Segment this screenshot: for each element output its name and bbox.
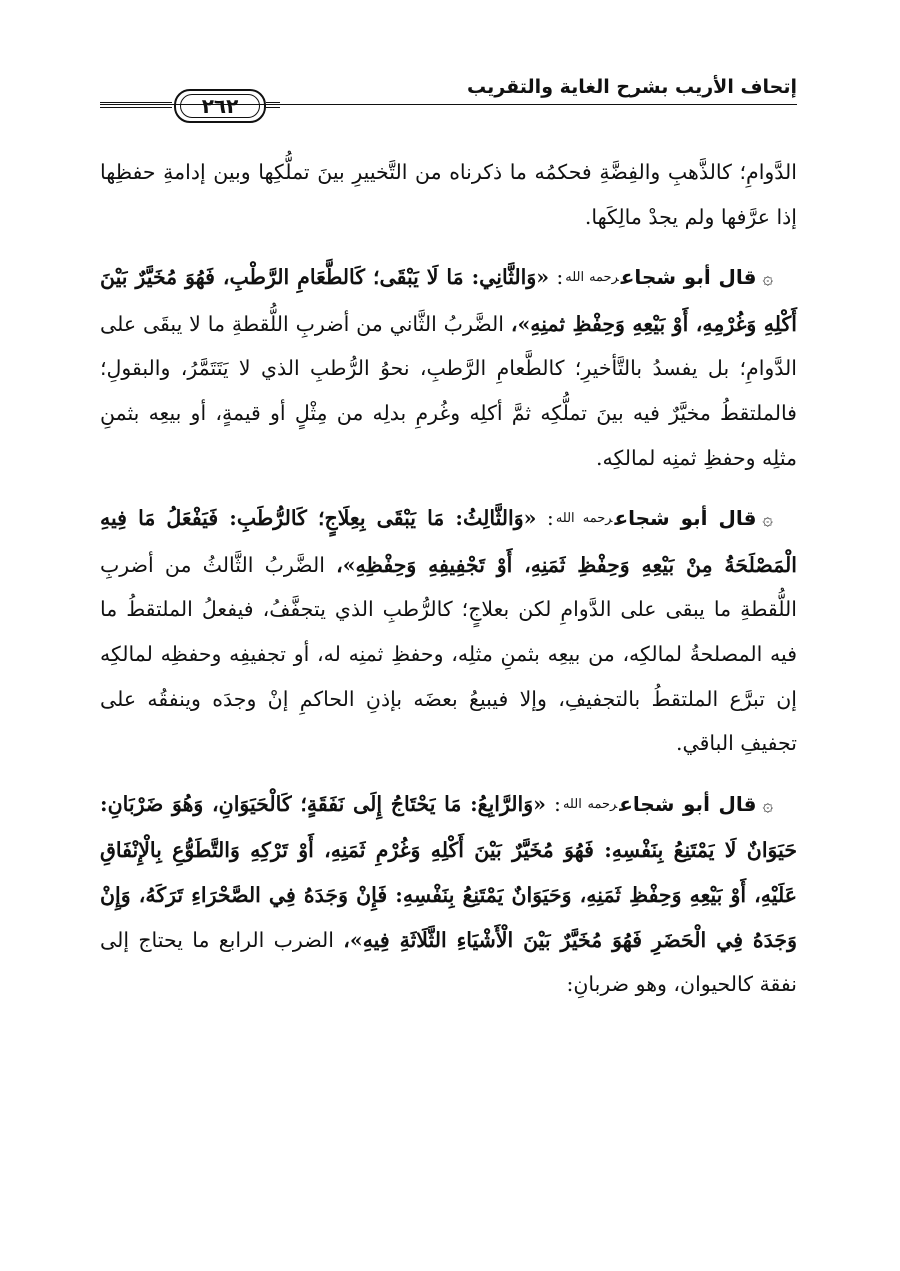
page-number-rule xyxy=(266,102,280,103)
book-title: إتحاف الأريب بشرح الغاية والتقريب xyxy=(467,76,797,98)
honorific: رحمه الله xyxy=(555,511,613,527)
flower-ornament-icon: ۞ xyxy=(762,509,773,531)
honorific: رحمه الله xyxy=(562,796,618,812)
page-number-rule xyxy=(100,102,172,103)
speaker-label: قال أبو شجاع xyxy=(614,506,757,531)
matn-quote: «وَالثَّالِثُ: مَا يَبْقَى بِعِلَاجٍ؛ كَالرُّطَبِ: فَيَفْعَلُ مَا فِيهِ الْمَصْلَحَةُ مِنْ بَيْعِهِ وَحِفْظِ ثَمَنِهِ، أَوْ تَجْفِيفِهِ وَحِفْظِهِ»، xyxy=(100,506,797,577)
matn-quote: «وَالرَّابِعُ: مَا يَحْتَاجُ إِلَى نَفَقَةٍ؛ كَالْحَيَوَانِ، وَهُوَ ضَرْبَانِ: حَيَوَانٌ لَا يَمْتَنِعُ بِنَفْسِهِ: فَهُوَ مُخَيَّرٌ بَيْنَ أَكْلِهِ وَغُرْمِ ثَمَنِهِ، أَوْ تَرْكِهِ وَالتَّطَوُّعِ بِالْإِنْفَاقِ عَلَيْهِ، أَوْ بَيْعِهِ وَحِفْظِ ثَمَنِهِ، وَحَيَوَانٌ يَمْتَنِعُ بِنَفْسِهِ: فَإِنْ وَجَدَهُ فِي الصَّحْرَاءِ تَرَكَهُ، وَإِنْ وَجَدَهُ فِي الْحَضَرِ فَهُوَ مُخَيَّرٌ بَيْنَ الْأَشْيَاءِ الثَّلَاثَةِ فِيهِ»، xyxy=(100,791,797,952)
sharh-text: الضَّربُ الثَّاني من أضربِ اللُّقطةِ ما لا يبقَى على الدَّوامِ؛ بل يفسدُ بالتَّأخيرِ؛ كالطَّعامِ الرَّطبِ، نحوُ الرُّطبِ الذي لا يَتَتَمَّرُ، والبقولِ؛ فالملتقطُ مخيَّرٌ فيه بينَ تملُّكِه ثمَّ أكلِه وغُرمِ بدلِه من مِثْلٍ أو قيمةٍ، أو بيعِه بثمنِ مثلِه وحفظِ ثمنِه لمالكِه. xyxy=(100,311,797,470)
page-number-badge xyxy=(174,89,266,123)
paragraph-second-type: ۞قال أبو شجاعرحمه الله: «وَالثَّانِي: مَا لَا يَبْقَى؛ كَالطَّعَامِ الرَّطْبِ، فَهُوَ مُخَيَّرٌ بَيْنَ أَكْلِهِ وَغُرْمِهِ، أَوْ بَيْعِهِ وَحِفْظِ ثمنِهِ»، الضَّربُ الثَّاني من أضربِ اللُّقطةِ ما لا يبقَى على الدَّوامِ؛ بل يفسدُ بالتَّأخيرِ؛ كالطَّعامِ الرَّطبِ، نحوُ الرُّطبِ الذي لا يَتَتَمَّرُ، والبقولِ؛ فالملتقطُ مخيَّرٌ فيه بينَ تملُّكِه ثمَّ أكلِه وغُرمِ بدلِه من مِثْلٍ أو قيمةٍ، أو بيعِه بثمنِ مثلِه وحفظِ ثمنِه لمالكِه. xyxy=(100,255,797,480)
page-number-rule xyxy=(266,107,280,108)
paragraph-third-type: ۞قال أبو شجاعرحمه الله: «وَالثَّالِثُ: مَا يَبْقَى بِعِلَاجٍ؛ كَالرُّطَبِ: فَيَفْعَلُ مَا فِيهِ الْمَصْلَحَةُ مِنْ بَيْعِهِ وَحِفْظِ ثَمَنِهِ، أَوْ تَجْفِيفِهِ وَحِفْظِهِ»، الضَّربُ الثَّالثُ من أضربِ اللُّقطةِ ما يبقى على الدَّوامِ لكن بعلاجٍ؛ كالرُّطبِ الذي يتجفَّفُ، فيفعلُ الملتقطُ ما فيه المصلحةُ لمالكِه، من بيعِه بثمنِ مثلِه، وحفظِ ثمنِه له، أو تجفيفِه وحفظِه لمالكِه إن تبرَّع الملتقطُ بالتجفيفِ، وإلا فيبيعُ بعضَه بإذنِ الحاكمِ إنْ وجدَه وينفقُه على تجفيفِ الباقي. xyxy=(100,496,797,766)
flower-ornament-icon: ۞ xyxy=(762,268,773,290)
speaker-label: قال أبو شجاع xyxy=(619,791,757,816)
main-text xyxy=(100,150,797,1007)
paragraph-fourth-type: ۞قال أبو شجاعرحمه الله: «وَالرَّابِعُ: مَا يَحْتَاجُ إِلَى نَفَقَةٍ؛ كَالْحَيَوَانِ، وَهُوَ ضَرْبَانِ: حَيَوَانٌ لَا يَمْتَنِعُ بِنَفْسِهِ: فَهُوَ مُخَيَّرٌ بَيْنَ أَكْلِهِ وَغُرْمِ ثَمَنِهِ، أَوْ تَرْكِهِ وَالتَّطَوُّعِ بِالْإِنْفَاقِ عَلَيْهِ، أَوْ بَيْعِهِ وَحِفْظِ ثَمَنِهِ، وَحَيَوَانٌ يَمْتَنِعُ بِنَفْسِهِ: فَإِنْ وَجَدَهُ فِي الصَّحْرَاءِ تَرَكَهُ، وَإِنْ وَجَدَهُ فِي الْحَضَرِ فَهُوَ مُخَيَّرٌ بَيْنَ الْأَشْيَاءِ الثَّلَاثَةِ فِيهِ»، الضرب الرابع ما يحتاج إلى نفقة كالحيوان، وهو ضربانِ: xyxy=(100,782,797,1007)
page-number-rule xyxy=(100,107,172,108)
flower-ornament-icon: ۞ xyxy=(762,794,773,816)
honorific: رحمه الله xyxy=(565,270,619,286)
speaker-label: قال أبو شجاع xyxy=(620,265,757,290)
paragraph-continuation: الدَّوامِ؛ كالذَّهبِ والفِضَّةِ فحكمُه ما ذكرناه من التَّخييرِ بينَ تملُّكِها وبين إدامةِ حفظِها إذا عرَّفها ولم يجدْ مالِكَها. xyxy=(100,160,797,229)
page-number: ٢٦٢ xyxy=(201,94,239,118)
matn-quote: «وَالثَّانِي: مَا لَا يَبْقَى؛ كَالطَّعَامِ الرَّطْبِ، فَهُوَ مُخَيَّرٌ بَيْنَ أَكْلِهِ وَغُرْمِهِ، أَوْ بَيْعِهِ وَحِفْظِ ثمنِهِ»، xyxy=(100,265,797,336)
page-number-frame xyxy=(100,88,280,128)
sharh-text: الضَّربُ الثَّالثُ من أضربِ اللُّقطةِ ما يبقى على الدَّوامِ لكن بعلاجٍ؛ كالرُّطبِ الذي يتجفَّفُ، فيفعلُ الملتقطُ ما فيه المصلحةُ لمالكِه، من بيعِه بثمنِ مثلِه، وحفظِ ثمنِه له، أو تجفيفِه وحفظِه لمالكِه إن تبرَّع الملتقطُ بالتجفيفِ، وإلا فيبيعُ بعضَه بإذنِ الحاكمِ إنْ وجدَه وينفقُه على تجفيفِ الباقي. xyxy=(100,552,797,756)
sharh-text: الضرب الرابع ما يحتاج إلى نفقة كالحيوان، وهو ضربانِ: xyxy=(100,927,797,997)
